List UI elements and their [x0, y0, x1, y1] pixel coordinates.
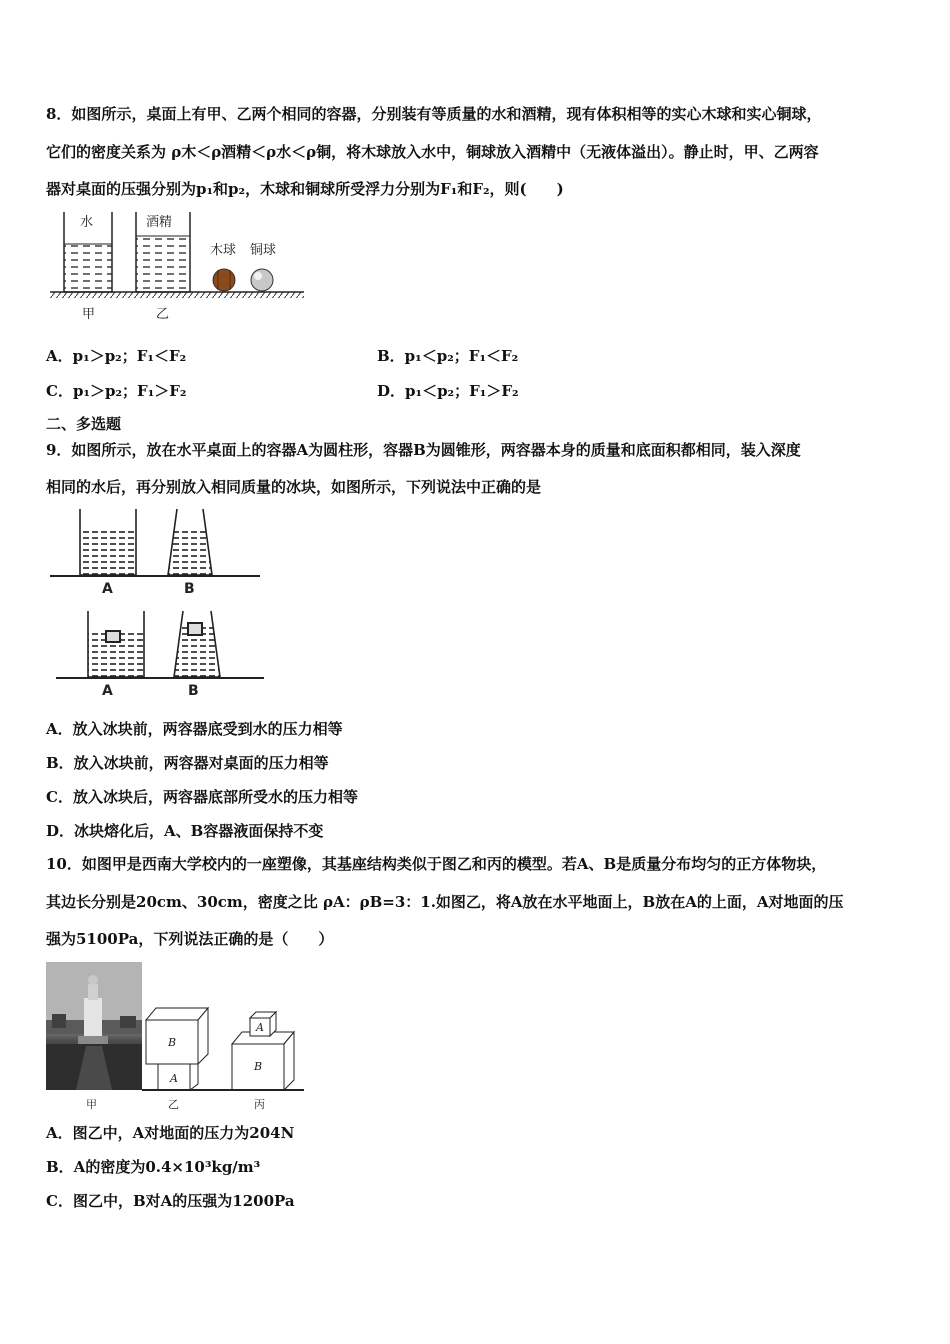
- table-surface: [50, 292, 304, 298]
- alcohol-label: 酒精: [146, 215, 173, 230]
- water-label: 水: [80, 215, 94, 230]
- q9-option-b[interactable]: B．放入冰块前，两容器对桌面的压力相等: [46, 754, 329, 772]
- top-b-label: B: [184, 581, 195, 597]
- jia-label: 甲: [82, 307, 96, 322]
- q10-figure: [142, 1000, 308, 1112]
- q10-option-a[interactable]: A．图乙中，A对地面的压力为204N: [46, 1124, 295, 1142]
- bing-bottom-block-label: B: [254, 1060, 263, 1073]
- statue-photo: [46, 962, 142, 1090]
- bing-caption: 丙: [254, 1098, 265, 1111]
- q8-option-d[interactable]: D．p₁＜p₂；F₁＞F₂: [377, 382, 519, 400]
- copper-ball: [251, 269, 273, 291]
- top-container-a: [80, 509, 136, 575]
- q10-option-c[interactable]: C．图乙中，B对A的压强为1200Pa: [46, 1192, 295, 1210]
- top-container-b: [168, 509, 212, 575]
- copper-ball-label: 铜球: [250, 243, 277, 258]
- yi-label: 乙: [156, 307, 170, 322]
- top-a-label: A: [102, 581, 113, 597]
- q9-stem-line-1: 9．如图所示，放在水平桌面上的容器A为圆柱形，容器B为圆锥形，两容器本身的质量和底面积都相同，装入深度: [46, 441, 801, 459]
- yi-caption: 乙: [168, 1098, 179, 1111]
- q8-option-c[interactable]: C．p₁＞p₂；F₁＞F₂: [46, 382, 187, 400]
- q9-option-d[interactable]: D．冰块熔化后，A、B容器液面保持不变: [46, 822, 324, 840]
- yi-bottom-block-label: A: [170, 1072, 178, 1085]
- q10-stem-line-3: 强为5100Pa，下列说法正确的是（ ）: [46, 930, 334, 948]
- wood-ball-label: 木球: [210, 243, 237, 258]
- q8-figure: [46, 208, 308, 324]
- q8-stem-line-3: 器对桌面的压强分别为p₁和p₂，木球和铜球所受浮力分别为F₁和F₂，则( ): [46, 180, 564, 198]
- q10-option-b[interactable]: B．A的密度为0.4×10³kg/m³: [46, 1158, 261, 1176]
- section-title: 二、多选题: [46, 415, 122, 433]
- bottom-b-label: B: [188, 683, 199, 699]
- bing-top-block-label: A: [256, 1021, 264, 1034]
- ice-cube-a: [106, 631, 120, 642]
- bottom-container-b: [174, 611, 220, 677]
- bottom-a-label: A: [102, 683, 113, 699]
- bottom-container-a: [88, 611, 144, 677]
- q10-stem-line-1: 10．如图甲是西南大学校内的一座塑像，其基座结构类似于图乙和丙的模型。若A、B是质量分布均匀的正方体物块，: [46, 855, 827, 873]
- q9-option-c[interactable]: C．放入冰块后，两容器底部所受水的压力相等: [46, 788, 358, 806]
- q9-stem-line-2: 相同的水后，再分别放入相同质量的冰块，如图所示，下列说法中正确的是: [46, 478, 542, 496]
- q8-option-a[interactable]: A．p₁＞p₂；F₁＜F₂: [46, 347, 187, 365]
- q8-stem-line-2: 它们的密度关系为 ρ木＜ρ酒精＜ρ水＜ρ铜，将木球放入水中，铜球放入酒精中（无液体溢出）。静止时，甲、乙两容: [46, 143, 819, 161]
- jia-caption-wrap: [86, 1096, 106, 1112]
- yi-top-block-label: B: [168, 1036, 177, 1049]
- yi-model: [146, 1008, 208, 1090]
- ice-cube-b: [188, 623, 202, 635]
- q9-option-a[interactable]: A．放入冰块前，两容器底受到水的压力相等: [46, 720, 343, 738]
- q8-stem-line-1: 8．如图所示，桌面上有甲、乙两个相同的容器，分别装有等质量的水和酒精，现有体积相等的实心木球和实心铜球，: [46, 105, 822, 123]
- q8-option-b[interactable]: B．p₁＜p₂；F₁＜F₂: [377, 347, 519, 365]
- bing-model: [232, 1012, 294, 1090]
- wood-ball: [213, 269, 235, 291]
- jia-caption: 甲: [86, 1098, 97, 1111]
- q10-stem-line-2: 其边长分别是20cm、30cm，密度之比 ρA：ρB=3：1.如图乙，将A放在水平地面上，B放在A的上面，A对地面的压: [46, 893, 844, 911]
- q9-figure: [46, 505, 268, 701]
